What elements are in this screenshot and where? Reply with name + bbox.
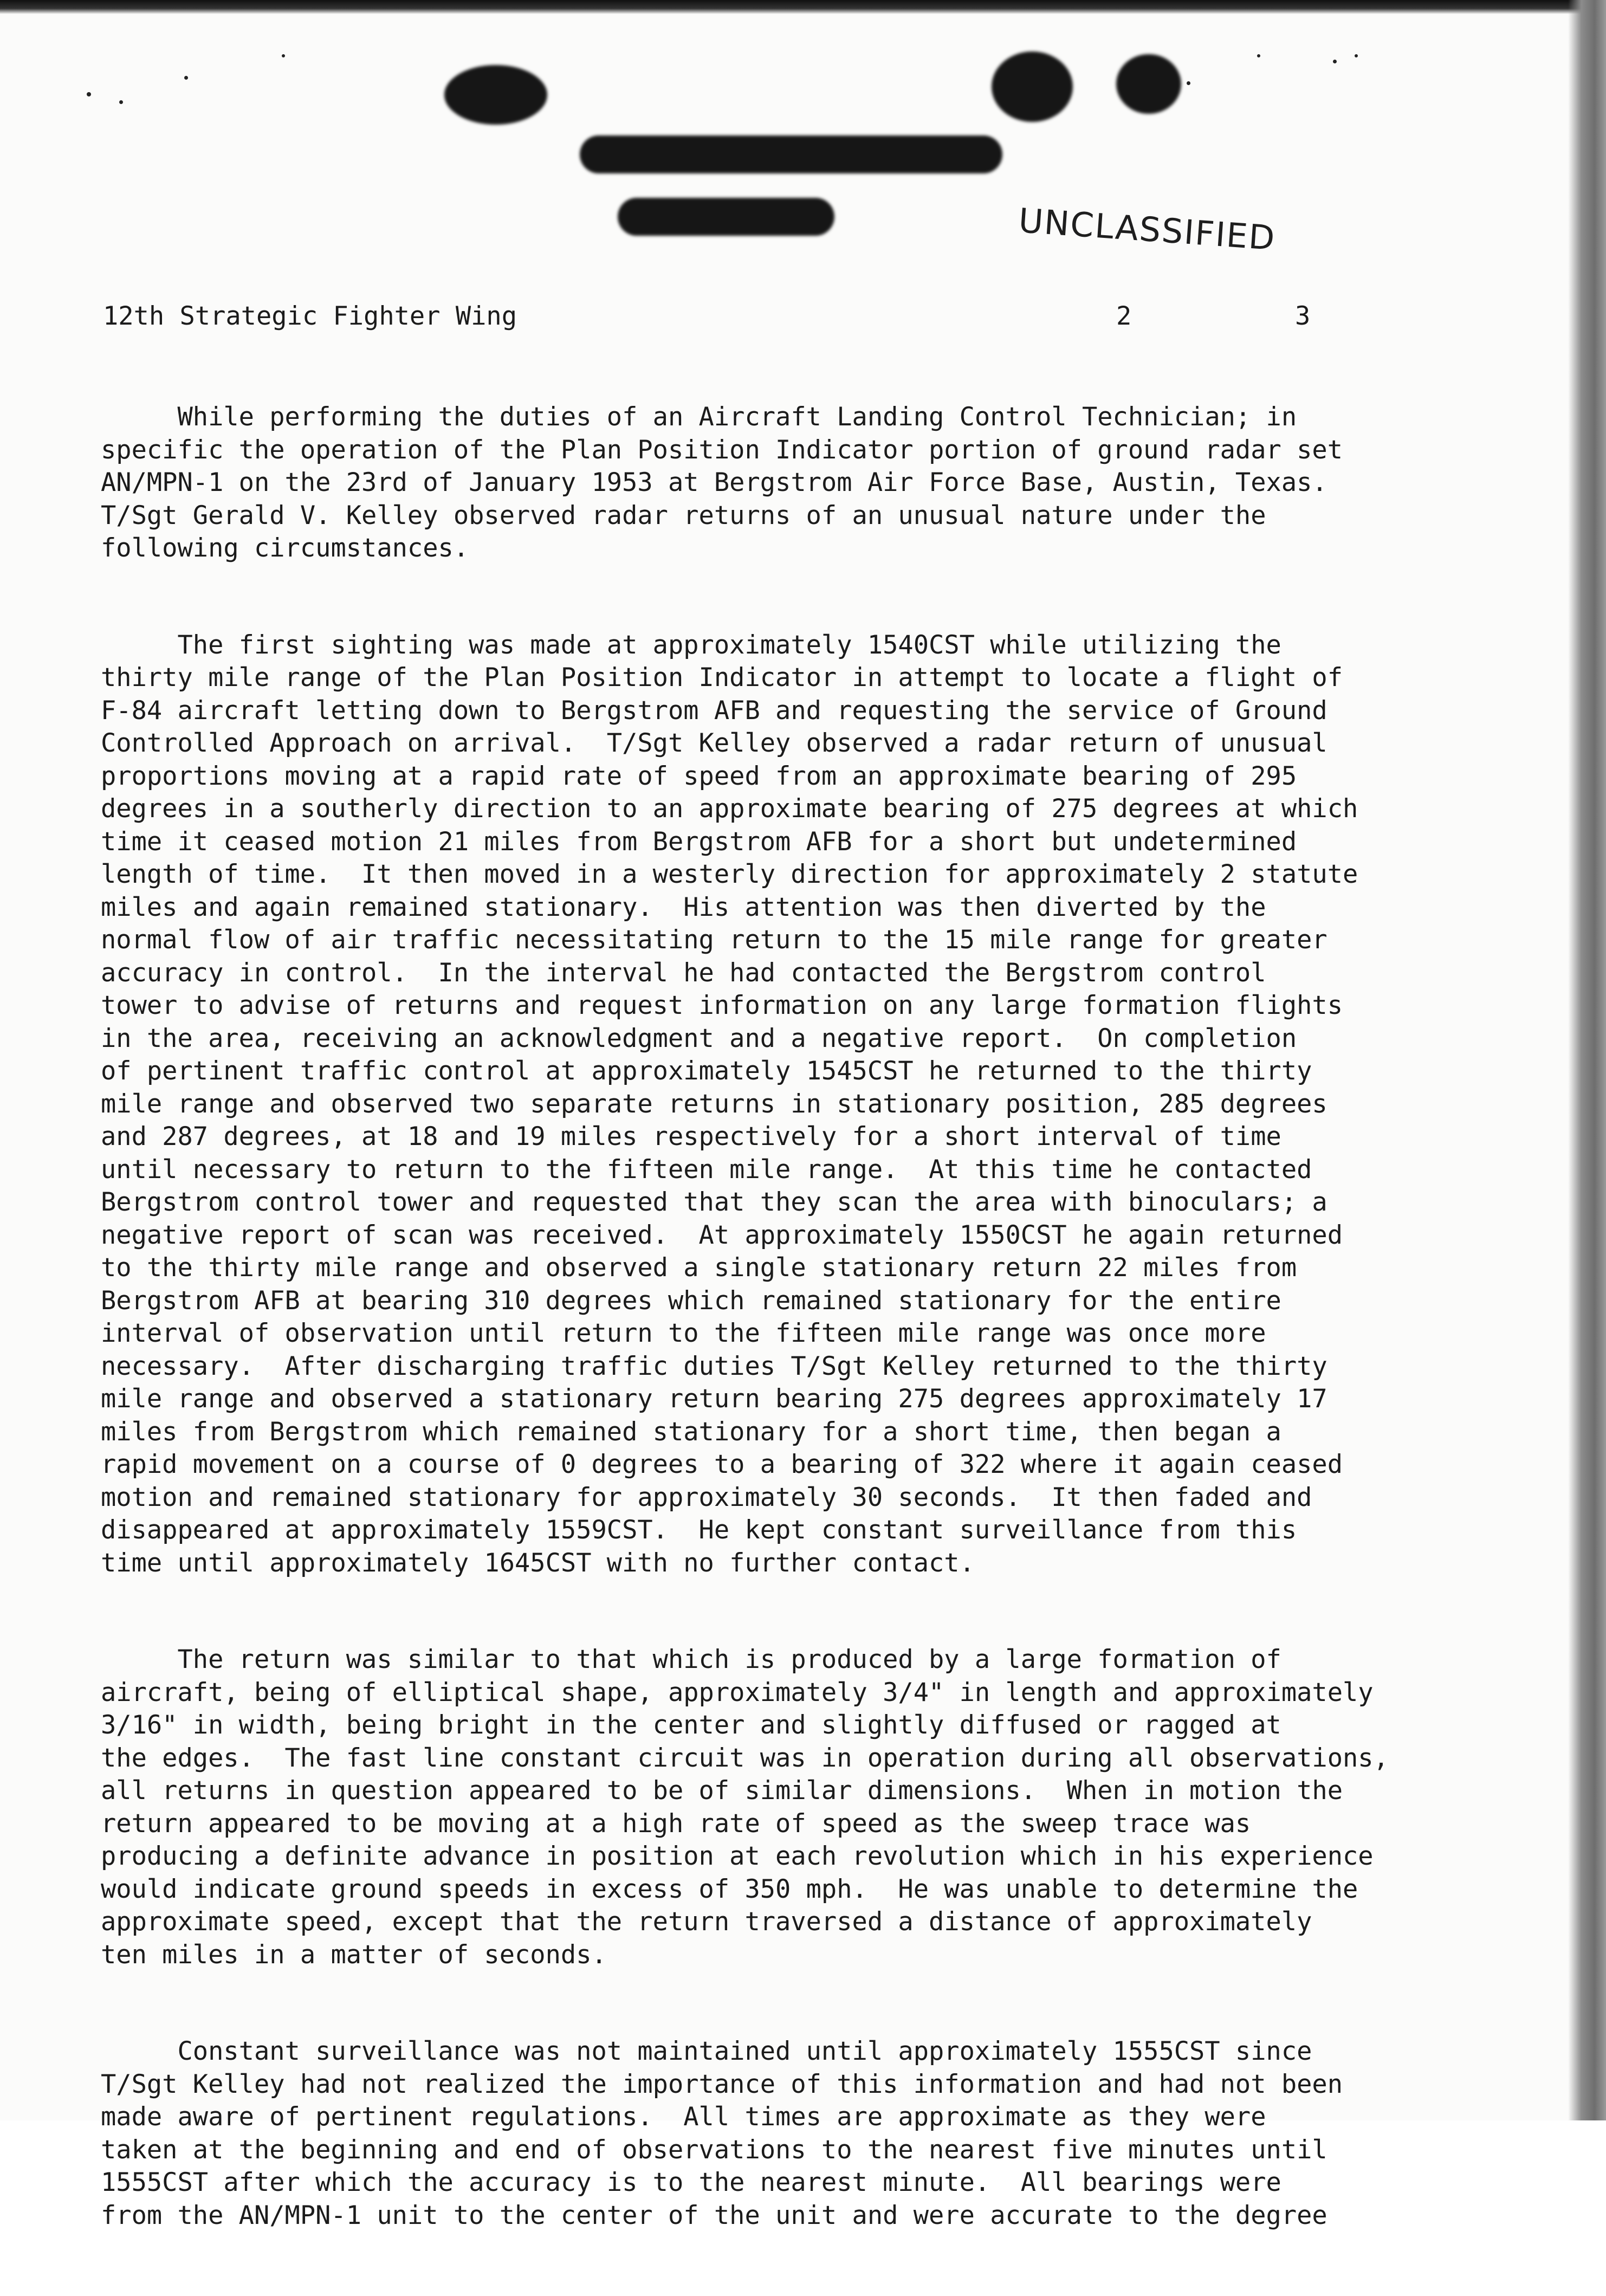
text-line: proportions moving at a rapid rate of speed from an approximate bearing of 295 — [101, 761, 1297, 791]
text-line: The return was similar to that which is produced by a large formation of — [101, 1645, 1281, 1674]
page-header — [103, 301, 1490, 339]
text-line: interval of observation until return to the fifteen mile range was once more — [101, 1318, 1266, 1348]
text-line: mile range and observed a stationary return bearing 275 degrees approximately 17 — [101, 1384, 1327, 1414]
text-line: The first sighting was made at approximately 1540CST while utilizing the — [101, 630, 1281, 660]
document-body — [101, 401, 1488, 2296]
paragraph-3 — [101, 1644, 1488, 1971]
scan-edge-top — [0, 0, 1606, 14]
text-line: mile range and observed two separate returns in stationary position, 285 degrees — [101, 1089, 1327, 1119]
scan-speck — [1355, 54, 1358, 57]
text-line: made aware of pertinent regulations. All times are approximate as they were — [101, 2102, 1266, 2132]
text-line: rapid movement on a course of 0 degrees to a bearing of 322 where it again ceased — [101, 1450, 1343, 1479]
text-line: of pertinent traffic control at approximately 1545CST he returned to the thirty — [101, 1056, 1312, 1086]
text-line: disappeared at approximately 1559CST. He kept constant surveillance from this — [101, 1515, 1297, 1545]
scan-speck — [87, 92, 91, 96]
text-line: AN/MPN-1 on the 23rd of January 1953 at Bergstrom Air Force Base, Austin, Texas. — [101, 468, 1327, 497]
text-line: time until approximately 1645CST with no further contact. — [101, 1548, 975, 1578]
text-line: necessary. After discharging traffic duties T/Sgt Kelley returned to the thirty — [101, 1351, 1327, 1381]
text-line: miles and again remained stationary. His attention was then diverted by the — [101, 892, 1266, 922]
text-line: length of time. It then moved in a westerly direction for approximately 2 statute — [101, 859, 1358, 889]
scan-speck — [184, 76, 188, 80]
text-line: While performing the duties of an Aircraft Landing Control Technician; in — [101, 402, 1297, 432]
scan-speck — [1333, 60, 1337, 63]
text-line: negative report of scan was received. At approximately 1550CST he again returned — [101, 1220, 1343, 1250]
text-line: and 287 degrees, at 18 and 19 miles respectively for a short interval of time — [101, 1122, 1281, 1152]
text-line: approximate speed, except that the return traversed a distance of approximately — [101, 1907, 1312, 1937]
scan-speck — [119, 100, 123, 104]
text-line: in the area, receiving an acknowledgment and a negative report. On completion — [101, 1023, 1297, 1053]
text-line: ten miles in a matter of seconds. — [101, 1939, 607, 1970]
redaction-blob — [1116, 54, 1181, 114]
text-line: the edges. The fast line constant circuit was in operation during all observations, — [101, 1743, 1389, 1773]
paragraph-4 — [101, 2035, 1488, 2232]
text-line: to the thirty mile range and observed a single stationary return 22 miles from — [101, 1253, 1297, 1283]
text-line: specific the operation of the Plan Position Indicator portion of ground radar set — [101, 435, 1343, 465]
text-line: tower to advise of returns and request information on any large formation flights — [101, 991, 1343, 1020]
text-line: degrees in a southerly direction to an approximate bearing of 275 degrees at which — [101, 794, 1358, 824]
text-line: miles from Bergstrom which remained stationary for a short time, then began a — [101, 1417, 1281, 1447]
text-line: from the AN/MPN-1 unit to the center of the unit and were accurate to the degree — [101, 2200, 1327, 2230]
text-line: taken at the beginning and end of observations to the nearest five minutes until — [101, 2135, 1327, 2165]
page-number: 2 — [1116, 301, 1132, 331]
text-line: aircraft, being of elliptical shape, approximately 3/4" in length and approximately — [101, 1677, 1374, 1708]
page-number-secondary: 3 — [1295, 301, 1311, 331]
text-line: 1555CST after which the accuracy is to the nearest minute. All bearings were — [101, 2168, 1281, 2197]
text-line: normal flow of air traffic necessitating return to the 15 mile range for greater — [101, 925, 1327, 955]
paragraph-1 — [101, 401, 1488, 565]
text-line: thirty mile range of the Plan Position Indicator in attempt to locate a flight of — [101, 663, 1343, 693]
text-line: Controlled Approach on arrival. T/Sgt Kelley observed a radar return of unusual — [101, 728, 1327, 758]
scan-edge-right — [1568, 0, 1606, 2120]
scan-speck — [1257, 54, 1260, 57]
classification-stamp: UNCLASSIFIED — [1017, 201, 1277, 258]
text-line: return appeared to be moving at a high rate of speed as the sweep trace was — [101, 1808, 1251, 1839]
text-line: motion and remained stationary for approximately 30 seconds. It then faded and — [101, 1482, 1312, 1512]
text-line: 3/16" in width, being bright in the center and slightly diffused or ragged at — [101, 1710, 1281, 1740]
redaction-bar — [580, 135, 1002, 173]
text-line: T/Sgt Kelley had not realized the importance of this information and had not been — [101, 2069, 1343, 2099]
scan-speck — [1187, 81, 1190, 85]
redaction-bar — [618, 198, 834, 236]
redaction-blob — [444, 65, 547, 125]
text-line: accuracy in control. In the interval he had contacted the Bergstrom control — [101, 958, 1266, 988]
text-line: Bergstrom AFB at bearing 310 degrees which remained stationary for the entire — [101, 1285, 1281, 1316]
text-line: until necessary to return to the fifteen mile range. At this time he contacted — [101, 1154, 1312, 1185]
text-line: Constant surveillance was not maintained until approximately 1555CST since — [101, 2036, 1312, 2066]
text-line: Bergstrom control tower and requested that they scan the area with binoculars; a — [101, 1187, 1327, 1217]
text-line: would indicate ground speeds in excess of 350 mph. He was unable to determine the — [101, 1874, 1358, 1904]
text-line: F-84 aircraft letting down to Bergstrom AFB and requesting the service of Ground — [101, 695, 1327, 726]
paragraph-2 — [101, 629, 1488, 1580]
text-line: following circumstances. — [101, 533, 469, 563]
text-line: all returns in question appeared to be of similar dimensions. When in motion the — [101, 1776, 1343, 1806]
text-line: T/Sgt Gerald V. Kelley observed radar returns of an unusual nature under the — [101, 500, 1266, 531]
redaction-blob — [992, 51, 1073, 122]
scan-speck — [282, 54, 285, 57]
text-line: time it ceased motion 21 miles from Bergstrom AFB for a short but undetermined — [101, 826, 1297, 857]
text-line: producing a definite advance in position at each revolution which in his experience — [101, 1841, 1374, 1871]
organization-name: 12th Strategic Fighter Wing — [103, 301, 517, 331]
